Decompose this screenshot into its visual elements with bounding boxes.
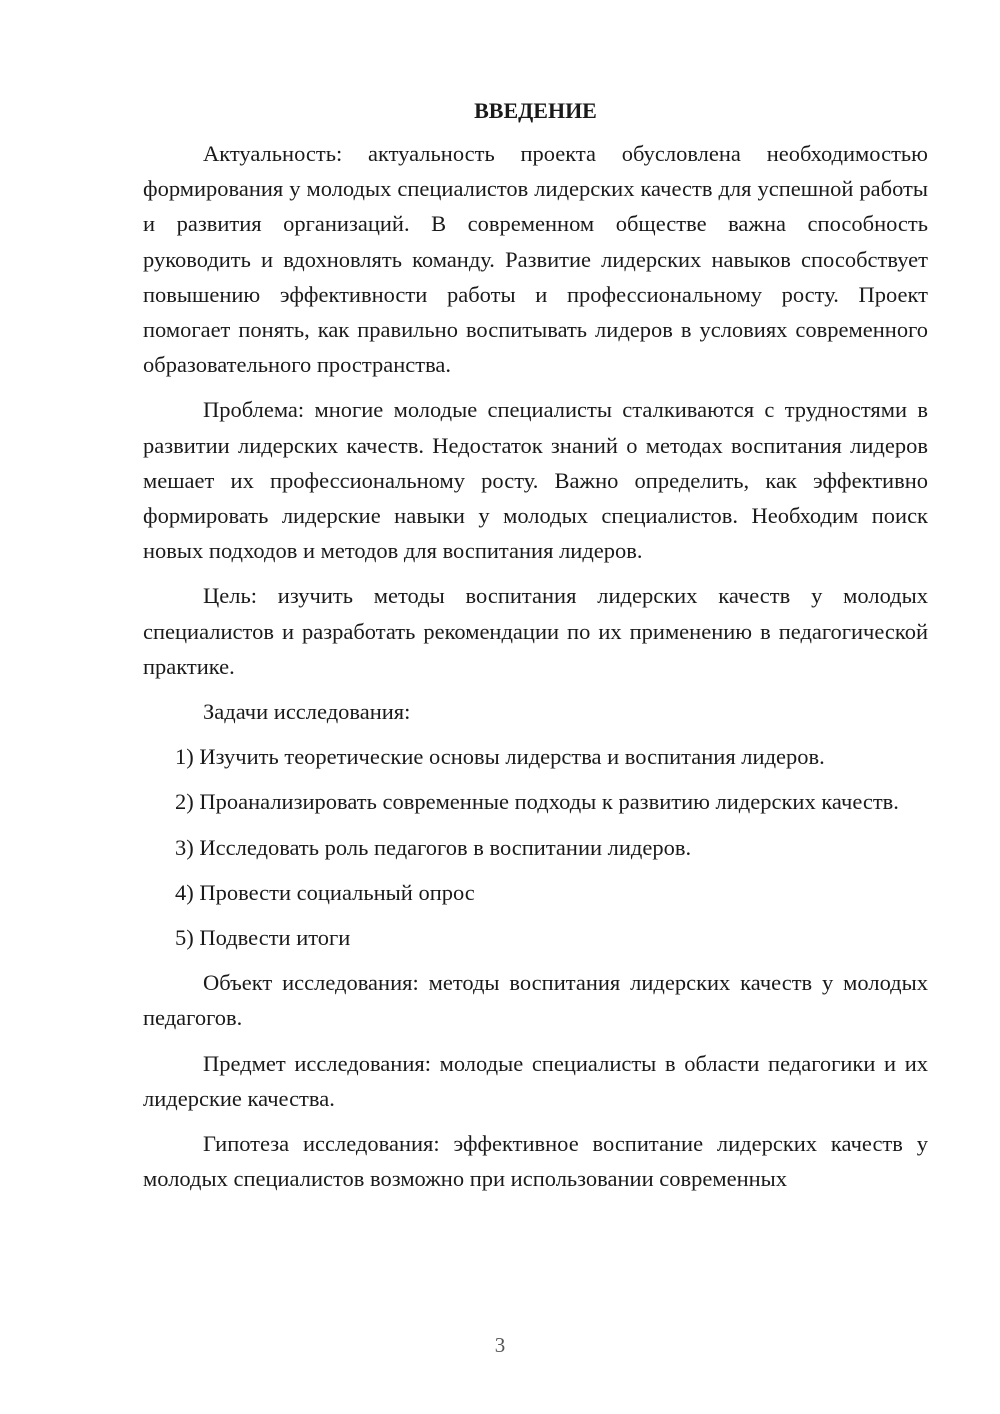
relevance-paragraph: Актуальность: актуальность проекта обусловлена необходимостью формирования у молодых специалистов лидерских качеств для успешной работы и развития организаций. В современном обществе важна способность руководить и вдохновлять команду. Развитие лидерских навыков способствует повышению эффективности работы и профессиональному росту. Проект помогает понять, как правильно воспитывать лидеров в условиях современного образовательного пространства. [143,141,928,378]
tasks-heading: Задачи исследования: [203,699,411,725]
hypothesis-paragraph: Гипотеза исследования: эффективное воспитание лидерских качеств у молодых специалистов возможно при использовании современных [143,1131,928,1192]
subject-paragraph: Предмет исследования: молодые специалисты в области педагогики и их лидерские качества. [143,1050,928,1111]
task-item: 2) Проанализировать современные подходы к развитию лидерских качеств. [175,789,899,815]
page-number: 3 [494,1333,506,1357]
task-item: 5) Подвести итоги [175,925,351,951]
task-item: 4) Провести социальный опрос [175,879,475,905]
problem-paragraph: Проблема: многие молодые специалисты сталкиваются с трудностями в развитии лидерских качеств. Недостаток знаний о методах воспитания лидеров мешает их профессиональному росту. Важно определить, как эффективно формировать лидерские навыки у молодых специалистов. Необходим поиск новых подходов и методов для воспитания лидеров. [143,397,928,564]
page-content [143,94,928,1206]
object-paragraph: Объект исследования: методы воспитания лидерских качеств у молодых педагогов. [143,970,928,1031]
goal-paragraph: Цель: изучить методы воспитания лидерских качеств у молодых специалистов и разработать рекомендации по их применению в педагогической практике. [143,583,928,679]
section-title: ВВЕДЕНИЕ [474,98,597,123]
task-item: 1) Изучить теоретические основы лидерства и воспитания лидеров. [175,744,825,770]
task-item: 3) Исследовать роль педагогов в воспитании лидеров. [175,834,692,860]
